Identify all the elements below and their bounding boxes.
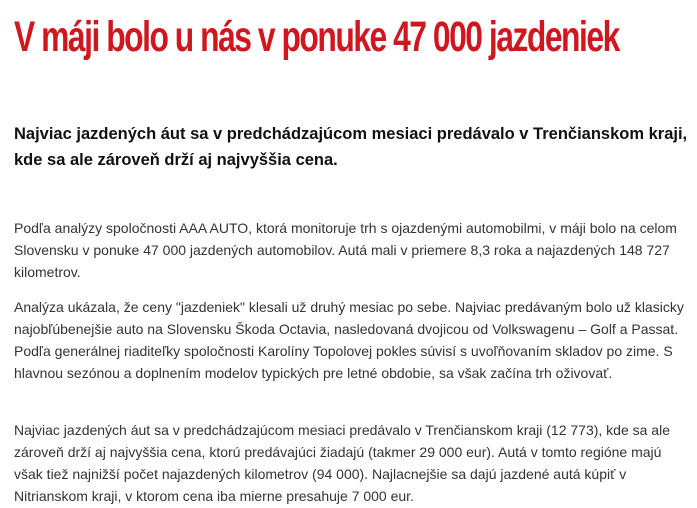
- article-paragraph-1: Podľa analýzy spoločnosti AAA AUTO, ktorá monitoruje trh s ojazdenými automobilmi, v máji bolo na celom Slovensku v ponuke 47 000 jazdených automobilov. Autá mali v priemere 8,3 roka a najazdených 148 727 kilometrov.: [14, 220, 677, 280]
- article-paragraph-2: Analýza ukázala, že ceny "jazdeniek" klesali už druhý mesiac po sebe. Najviac predávaným bolo už klasicky najobľúbenejšie auto na Slovensku Škoda Octavia, nasledovaná dvojicou od Volkswagenu – Golf a Passat. Podľa generálnej riaditeľky spoločnosti Karolíny Topolovej pokles súvisí s uvoľňovaním skladov po zime. S hlavnou sezónou a doplnením modelov typických pre letné obdobie, sa však začína trh oživovať.: [14, 299, 684, 381]
- article-headline: V máji bolo u nás v ponuke 47 000 jazdeniek: [14, 13, 619, 61]
- article-paragraph-3: Najviac jazdených áut sa v predchádzajúcom mesiaci predávalo v Trenčianskom kraji (12 773), kde sa ale zároveň drží aj najvyššia cena, ktorú predávajúci žiadajú (takmer 29 000 eur). Autá v tomto regióne majú však tiež najnižší počet najazdených kilometrov (94 000). Najlacnejšie sa dajú jazdené autá kúpiť v Nitrianskom kraji, v ktorom cena iba mierne presahuje 7 000 eur.: [14, 422, 670, 504]
- article-perex: Najviac jazdených áut sa v predchádzajúcom mesiaci predávalo v Trenčianskom kraji, kde sa ale zároveň drží aj najvyššia cena.: [14, 125, 688, 169]
